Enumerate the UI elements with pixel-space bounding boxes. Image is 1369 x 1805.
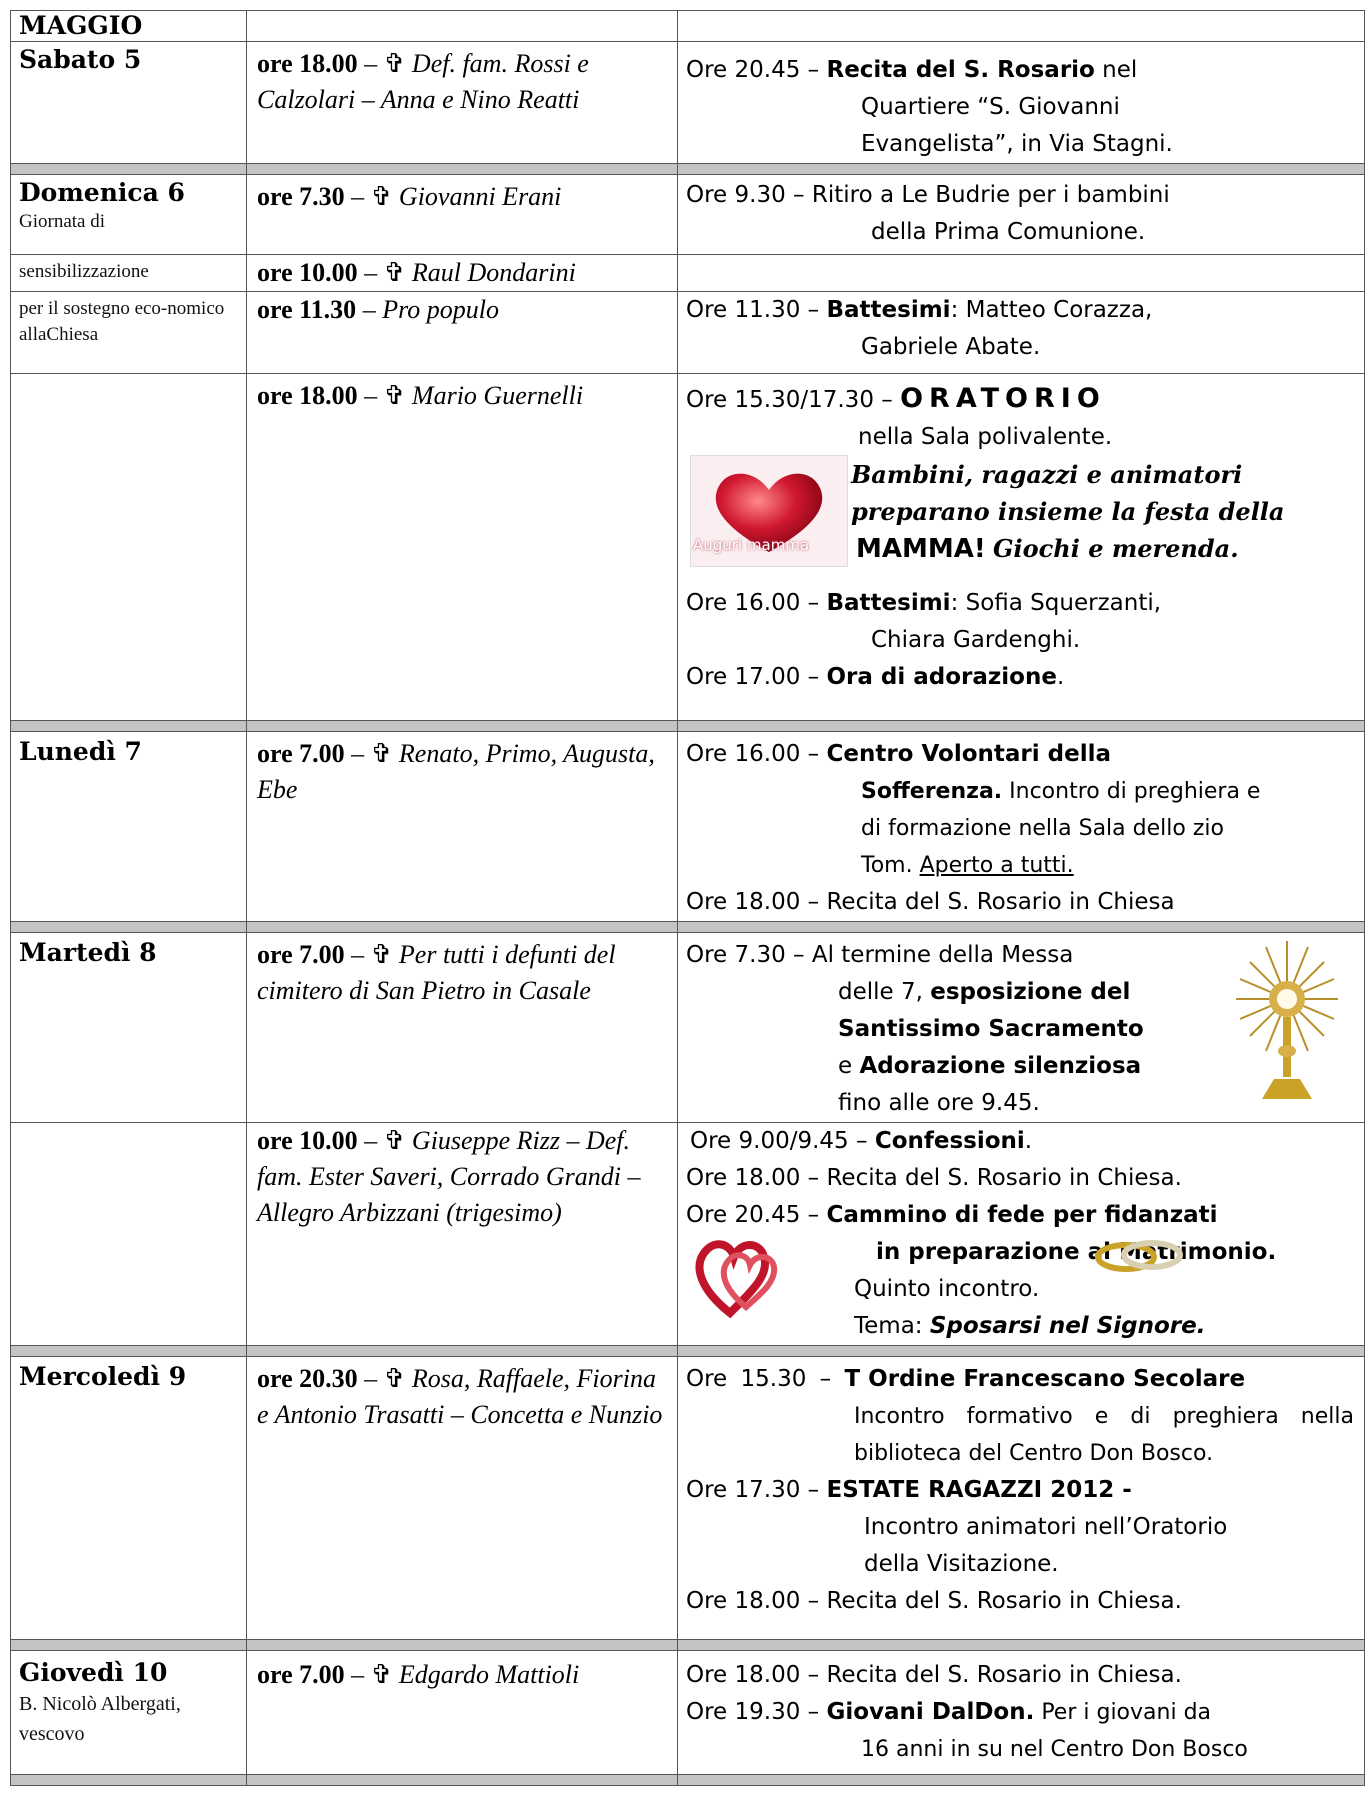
- mass-intentions: ore 18.00 – ✞ Def. fam. Rossi e Calzolari – Anna e Nino Reatti: [247, 42, 678, 164]
- oratorio-title: ORATORIO: [900, 383, 1106, 414]
- event-line: Ore 18.00 – Recita del S. Rosario in Chiesa.: [686, 1588, 1182, 1614]
- mass-intentions: ore 7.00 – ✞ Renato, Primo, Augusta, Ebe: [247, 732, 678, 922]
- open-to-all-note: Aperto a tutti.: [919, 853, 1074, 878]
- event-line: nella Sala polivalente.: [858, 424, 1113, 450]
- event-line: della Visitazione.: [864, 1551, 1059, 1577]
- mass-time: ore 18.00: [257, 49, 358, 78]
- heart-icon: [690, 455, 848, 567]
- event-line: Ore 9.30 – Ritiro a Le Budrie per i bambini: [686, 182, 1170, 208]
- day-row-giovedi: [11, 1651, 1365, 1775]
- event-line: Ore 7.30 – Al termine della Messa: [686, 942, 1074, 968]
- day-row-sabato: [11, 42, 1365, 164]
- event-line: Ore 20.45 – Recita del S. Rosario nel: [686, 57, 1138, 83]
- event-line: delle 7, esposizione del: [838, 979, 1131, 1005]
- event-line: di formazione nella Sala dello zio: [861, 816, 1224, 841]
- day-label: Domenica 6: [19, 178, 185, 207]
- event-line: Ore 18.00 – Recita del S. Rosario in Chiesa: [686, 889, 1175, 915]
- event-line: Ore 11.30 – Battesimi: Matteo Corazza,: [686, 297, 1153, 323]
- event-line: Ore 17.30 – ESTATE RAGAZZI 2012 -: [686, 1477, 1132, 1503]
- heart-caption: Auguri mamma: [693, 536, 810, 554]
- day-note: per il sostegno eco-nomico allaChiesa: [11, 292, 247, 374]
- cross-icon: ✞: [383, 258, 406, 287]
- separator-row: [11, 164, 1365, 175]
- day-row-lunedi: [11, 732, 1365, 922]
- event-line: MAMMA! Giochi e merenda.: [856, 534, 1239, 564]
- monstrance-icon: [1232, 939, 1342, 1107]
- event-text: Incontro formativo e di preghiera nella biblioteca del Centro Don Bosco.: [854, 1404, 1354, 1466]
- events-cell: [678, 374, 1365, 721]
- events-cell: [678, 1357, 1365, 1640]
- event-line: Quinto incontro.: [854, 1276, 1040, 1302]
- event-line: Ore 15.30 – T Ordine Francescano Secolare: [686, 1366, 1246, 1392]
- mass-intentions: ore 7.30 – ✞ Giovanni Erani: [247, 175, 678, 255]
- event-line: e Adorazione silenziosa: [838, 1053, 1142, 1079]
- event-line: Sofferenza. Incontro di preghiera e: [861, 779, 1261, 804]
- event-line: Ore 20.45 – Cammino di fede per fidanzati: [686, 1202, 1218, 1228]
- cross-icon: ✞: [370, 739, 393, 768]
- month-header-row: [11, 11, 1365, 42]
- event-line: Ore 17.00 – Ora di adorazione.: [686, 664, 1065, 690]
- event-line: in preparazione al Matrimonio.: [876, 1239, 1277, 1265]
- event-line: Ore 16.00 – Centro Volontari della: [686, 741, 1111, 767]
- event-line: Quartiere “S. Giovanni: [861, 94, 1120, 120]
- cross-icon: ✞: [383, 49, 406, 78]
- event-line: fino alle ore 9.45.: [838, 1090, 1040, 1116]
- day-cell: [11, 175, 247, 255]
- month-title: MAGGIO: [11, 11, 247, 42]
- mass-intentions: ore 10.00 – ✞ Giuseppe Rizz – Def. fam. Ester Saveri, Corrado Grandi – Allegro Arbizzani (trigesimo): [247, 1123, 678, 1346]
- mass-intentions: ore 20.30 – ✞ Rosa, Raffaele, Fiorina e Antonio Trasatti – Concetta e Nunzio: [247, 1357, 678, 1640]
- mass-intentions: ore 11.30 – Pro populo: [247, 292, 678, 374]
- rings-icon: [1088, 1235, 1192, 1275]
- separator-row: [11, 721, 1365, 732]
- cross-icon: ✞: [370, 182, 393, 211]
- day-note: B. Nicolò Albergati, vescovo: [19, 1693, 181, 1745]
- day-label: Giovedì 10: [19, 1658, 168, 1687]
- events-cell: [678, 42, 1365, 164]
- separator-row: [11, 1775, 1365, 1786]
- mass-intention-text: Def. fam. Rossi e Calzolari – Anna e Nino Reatti: [257, 49, 589, 114]
- day-note: sensibilizzazione: [11, 255, 247, 292]
- event-line: Ore 18.00 – Recita del S. Rosario in Chiesa.: [686, 1662, 1182, 1688]
- day-cell: [11, 1651, 247, 1775]
- events-cell: [678, 175, 1365, 255]
- event-line: Ore 18.00 – Recita del S. Rosario in Chiesa.: [686, 1165, 1182, 1191]
- calendar-table: [10, 10, 1365, 1786]
- event-line: Santissimo Sacramento: [838, 1016, 1144, 1042]
- mass-intentions: ore 7.00 – ✞ Per tutti i defunti del cimitero di San Pietro in Casale: [247, 933, 678, 1123]
- day-label: Sabato 5: [11, 42, 247, 164]
- separator-row: [11, 1640, 1365, 1651]
- event-line: Incontro animatori nell’Oratorio: [864, 1514, 1228, 1540]
- event-line: Tema: Sposarsi nel Signore.: [854, 1313, 1206, 1339]
- separator-row: [11, 922, 1365, 933]
- day-label: Mercoledì 9: [11, 1357, 247, 1640]
- event-line: Ore 16.00 – Battesimi: Sofia Squerzanti,: [686, 590, 1162, 616]
- event-line: Evangelista”, in Via Stagni.: [861, 131, 1173, 157]
- event-line: Gabriele Abate.: [861, 334, 1041, 360]
- empty-cell: [678, 11, 1365, 42]
- weekly-calendar: [10, 10, 1364, 1786]
- event-line: della Prima Comunione.: [871, 219, 1146, 245]
- cross-icon: ✞: [383, 381, 406, 410]
- event-line: preparano insieme la festa della: [851, 497, 1285, 526]
- day-row-martedi: [11, 933, 1365, 1123]
- event-line: Bambini, ragazzi e animatori: [851, 460, 1243, 489]
- events-cell: [678, 1651, 1365, 1775]
- cross-icon: ✞: [370, 940, 393, 969]
- day-label: Lunedì 7: [11, 732, 247, 922]
- event-line: Chiara Gardenghi.: [871, 627, 1081, 653]
- event-line: Tom. Aperto a tutti.: [861, 853, 1074, 878]
- day-row-mercoledi: [11, 1357, 1365, 1640]
- mass-intentions: ore 10.00 – ✞ Raul Dondarini: [247, 255, 678, 292]
- empty-cell: [247, 11, 678, 42]
- day-row-domenica: [11, 175, 1365, 255]
- day-label: Martedì 8: [11, 933, 247, 1123]
- events-cell: [678, 732, 1365, 922]
- events-cell: [678, 1123, 1365, 1346]
- cross-icon: ✞: [383, 1364, 406, 1393]
- events-cell: [678, 933, 1365, 1123]
- event-line: Ore 9.00/9.45 – Confessioni.: [690, 1128, 1033, 1154]
- events-cell: [678, 292, 1365, 374]
- event-line: Ore 15.30/17.30 – ORATORIO: [686, 383, 1106, 414]
- mass-intentions: ore 18.00 – ✞ Mario Guernelli: [247, 374, 678, 721]
- cross-icon: ✞: [370, 1660, 393, 1689]
- day-note: Giornata di: [19, 211, 106, 232]
- event-line: 16 anni in su nel Centro Don Bosco: [861, 1737, 1248, 1762]
- separator-row: [11, 1346, 1365, 1357]
- event-line: Ore 19.30 – Giovani DalDon. Per i giovani da: [686, 1699, 1212, 1725]
- mass-intentions: ore 7.00 – ✞ Edgardo Mattioli: [247, 1651, 678, 1775]
- cross-icon: ✞: [383, 1126, 406, 1155]
- hearts-icon: [690, 1227, 786, 1319]
